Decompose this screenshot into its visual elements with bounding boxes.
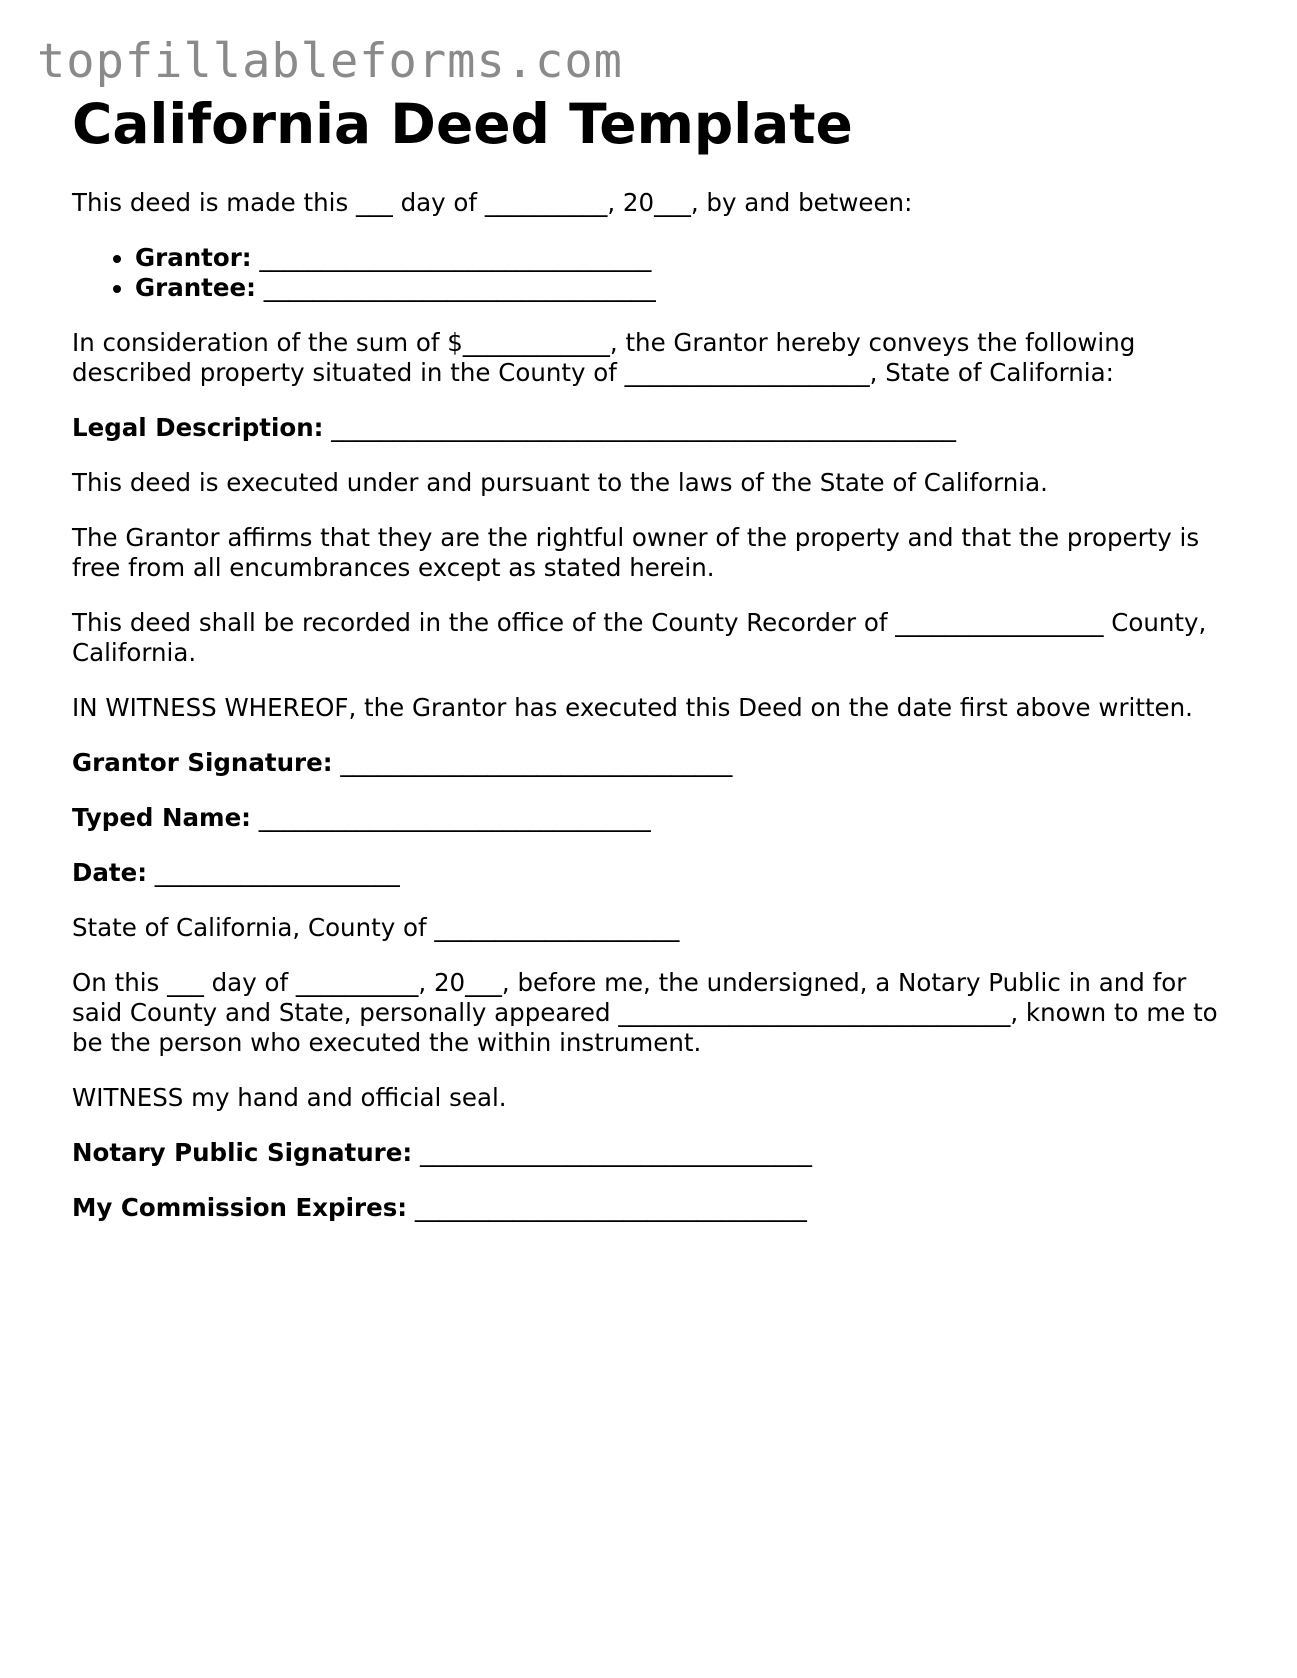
legal-description-line — [72, 413, 1232, 443]
list-item-grantor — [135, 243, 1232, 273]
grantor-signature-blank[interactable]: ________________________________ — [340, 748, 733, 777]
grantee-blank[interactable]: ________________________________ — [263, 273, 656, 302]
typed-name-line — [72, 803, 1232, 833]
grantor-signature-label: Grantor Signature: — [72, 748, 333, 777]
page-title: California Deed Template — [72, 92, 853, 156]
affirmation-paragraph: The Grantor affirms that they are the rightful owner of the property and that the property is free from all encumbrances except as stated herein. — [72, 523, 1200, 582]
executed-law-paragraph: This deed is executed under and pursuant to the laws of the State of California. — [72, 468, 1048, 497]
notary-signature-blank[interactable]: ________________________________ — [419, 1138, 812, 1167]
legal-description-label: Legal Description: — [72, 413, 324, 442]
typed-name-label: Typed Name: — [72, 803, 251, 832]
date-line — [72, 858, 1232, 888]
commission-expires-blank[interactable]: ________________________________ — [414, 1193, 807, 1222]
commission-expires-line — [72, 1193, 1232, 1223]
date-blank[interactable]: ____________________ — [154, 858, 400, 887]
legal-description-blank[interactable]: ___________________________________________________ — [331, 413, 957, 442]
commission-expires-label: My Commission Expires: — [72, 1193, 408, 1222]
list-item-grantee — [135, 273, 1232, 303]
state-county-line: State of California, County of ____________________ — [72, 913, 680, 942]
deed-document — [72, 92, 1232, 1223]
grantor-signature-line — [72, 748, 1232, 778]
notary-statement-paragraph: On this ___ day of __________, 20___, before me, the undersigned, a Notary Public in and for said County and State, personally appeared ________________________________, known to me to be the person who executed the within instrument. — [72, 968, 1218, 1057]
grantee-label: Grantee: — [135, 273, 256, 302]
typed-name-blank[interactable]: ________________________________ — [258, 803, 651, 832]
notary-signature-line — [72, 1138, 1232, 1168]
consideration-paragraph: In consideration of the sum of $____________, the Grantor hereby conveys the following described property situated in the County of ____________________, State of California: — [72, 328, 1136, 387]
recording-paragraph: This deed shall be recorded in the office of the County Recorder of _________________ County, California. — [72, 608, 1207, 667]
witness-whereof-paragraph: IN WITNESS WHEREOF, the Grantor has executed this Deed on the date first above written. — [72, 693, 1193, 722]
watermark: topfillableforms.com — [37, 34, 623, 89]
grantor-blank[interactable]: ________________________________ — [259, 243, 652, 272]
parties-list — [72, 243, 1232, 303]
witness-seal-line: WITNESS my hand and official seal. — [72, 1083, 507, 1112]
notary-signature-label: Notary Public Signature: — [72, 1138, 413, 1167]
intro-paragraph: This deed is made this ___ day of __________, 20___, by and between: — [72, 188, 913, 217]
grantor-label: Grantor: — [135, 243, 252, 272]
date-label: Date: — [72, 858, 147, 887]
